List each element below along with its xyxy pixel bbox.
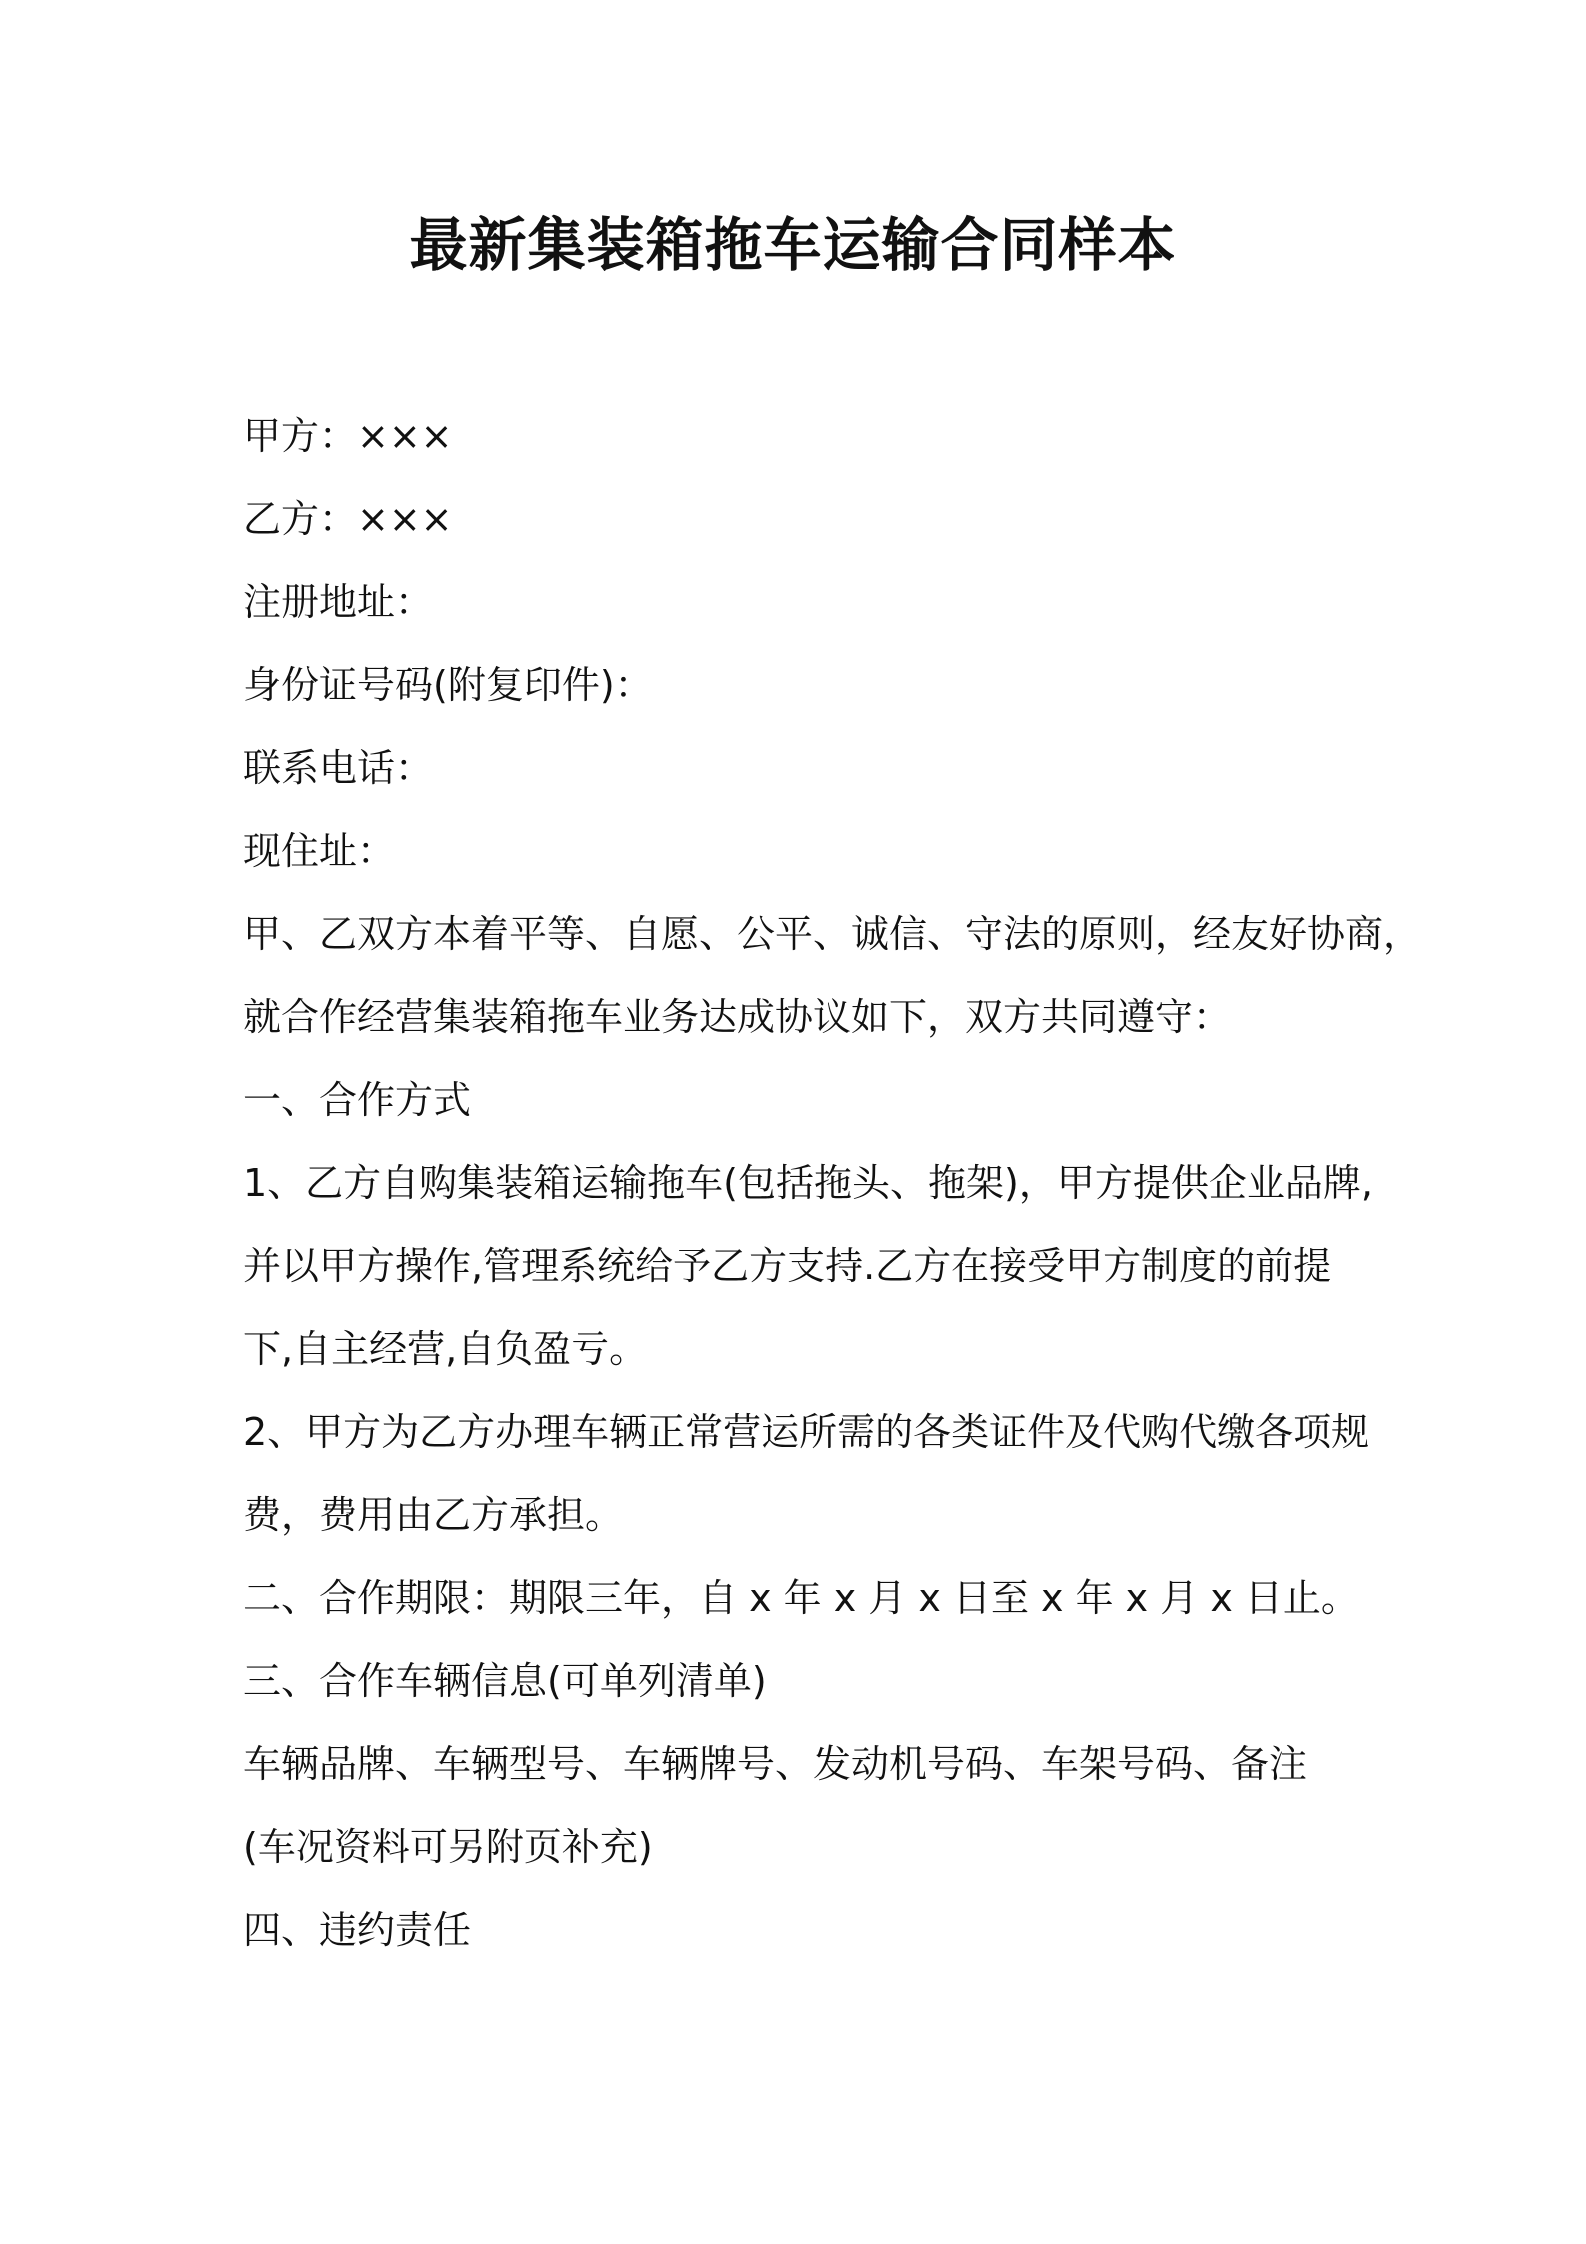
section-heading-term: 二、合作期限：期限三年，自 x 年 x 月 x 日至 x 年 x 月 x 日止。 <box>243 1576 1359 1620</box>
vehicle-fields-line: 车辆品牌、车辆型号、车辆牌号、发动机号码、车架号码、备注 <box>243 1742 1308 1786</box>
section-heading-vehicle-info: 三、合作车辆信息(可单列清单) <box>243 1659 767 1703</box>
id-number-line: 身份证号码(附复印件)： <box>243 663 653 707</box>
clause-1-line-1: 1、乙方自购集装箱运输拖车(包括拖头、拖架)，甲方提供企业品牌, <box>243 1161 1373 1205</box>
current-address-line: 现住址： <box>243 829 396 873</box>
clause-2-line-1: 2、甲方为乙方办理车辆正常营运所需的各类证件及代购代缴各项规 <box>243 1410 1370 1454</box>
clause-1-line-3: 下,自主经营,自负盈亏。 <box>243 1327 648 1371</box>
section-heading-cooperation-mode: 一、合作方式 <box>243 1078 472 1122</box>
registered-address-line: 注册地址： <box>243 580 434 624</box>
party-b-line: 乙方：××× <box>243 497 453 541</box>
party-a-line: 甲方：××× <box>243 414 453 458</box>
contact-phone-line: 联系电话： <box>243 746 434 790</box>
contract-body <box>243 395 1422 1972</box>
section-heading-liability: 四、违约责任 <box>243 1908 472 1952</box>
preamble-line-1: 甲、乙双方本着平等、自愿、公平、诚信、守法的原则，经友好协商， <box>243 912 1422 956</box>
vehicle-note-line: (车况资料可另附页补充) <box>243 1825 653 1869</box>
document-title: 最新集装箱拖车运输合同样本 <box>409 211 1177 279</box>
clause-2-line-2: 费，费用由乙方承担。 <box>243 1493 624 1537</box>
preamble-line-2: 就合作经营集装箱拖车业务达成协议如下，双方共同遵守： <box>243 995 1232 1039</box>
clause-1-line-2: 并以甲方操作,管理系统给予乙方支持.乙方在接受甲方制度的前提 <box>243 1244 1332 1288</box>
